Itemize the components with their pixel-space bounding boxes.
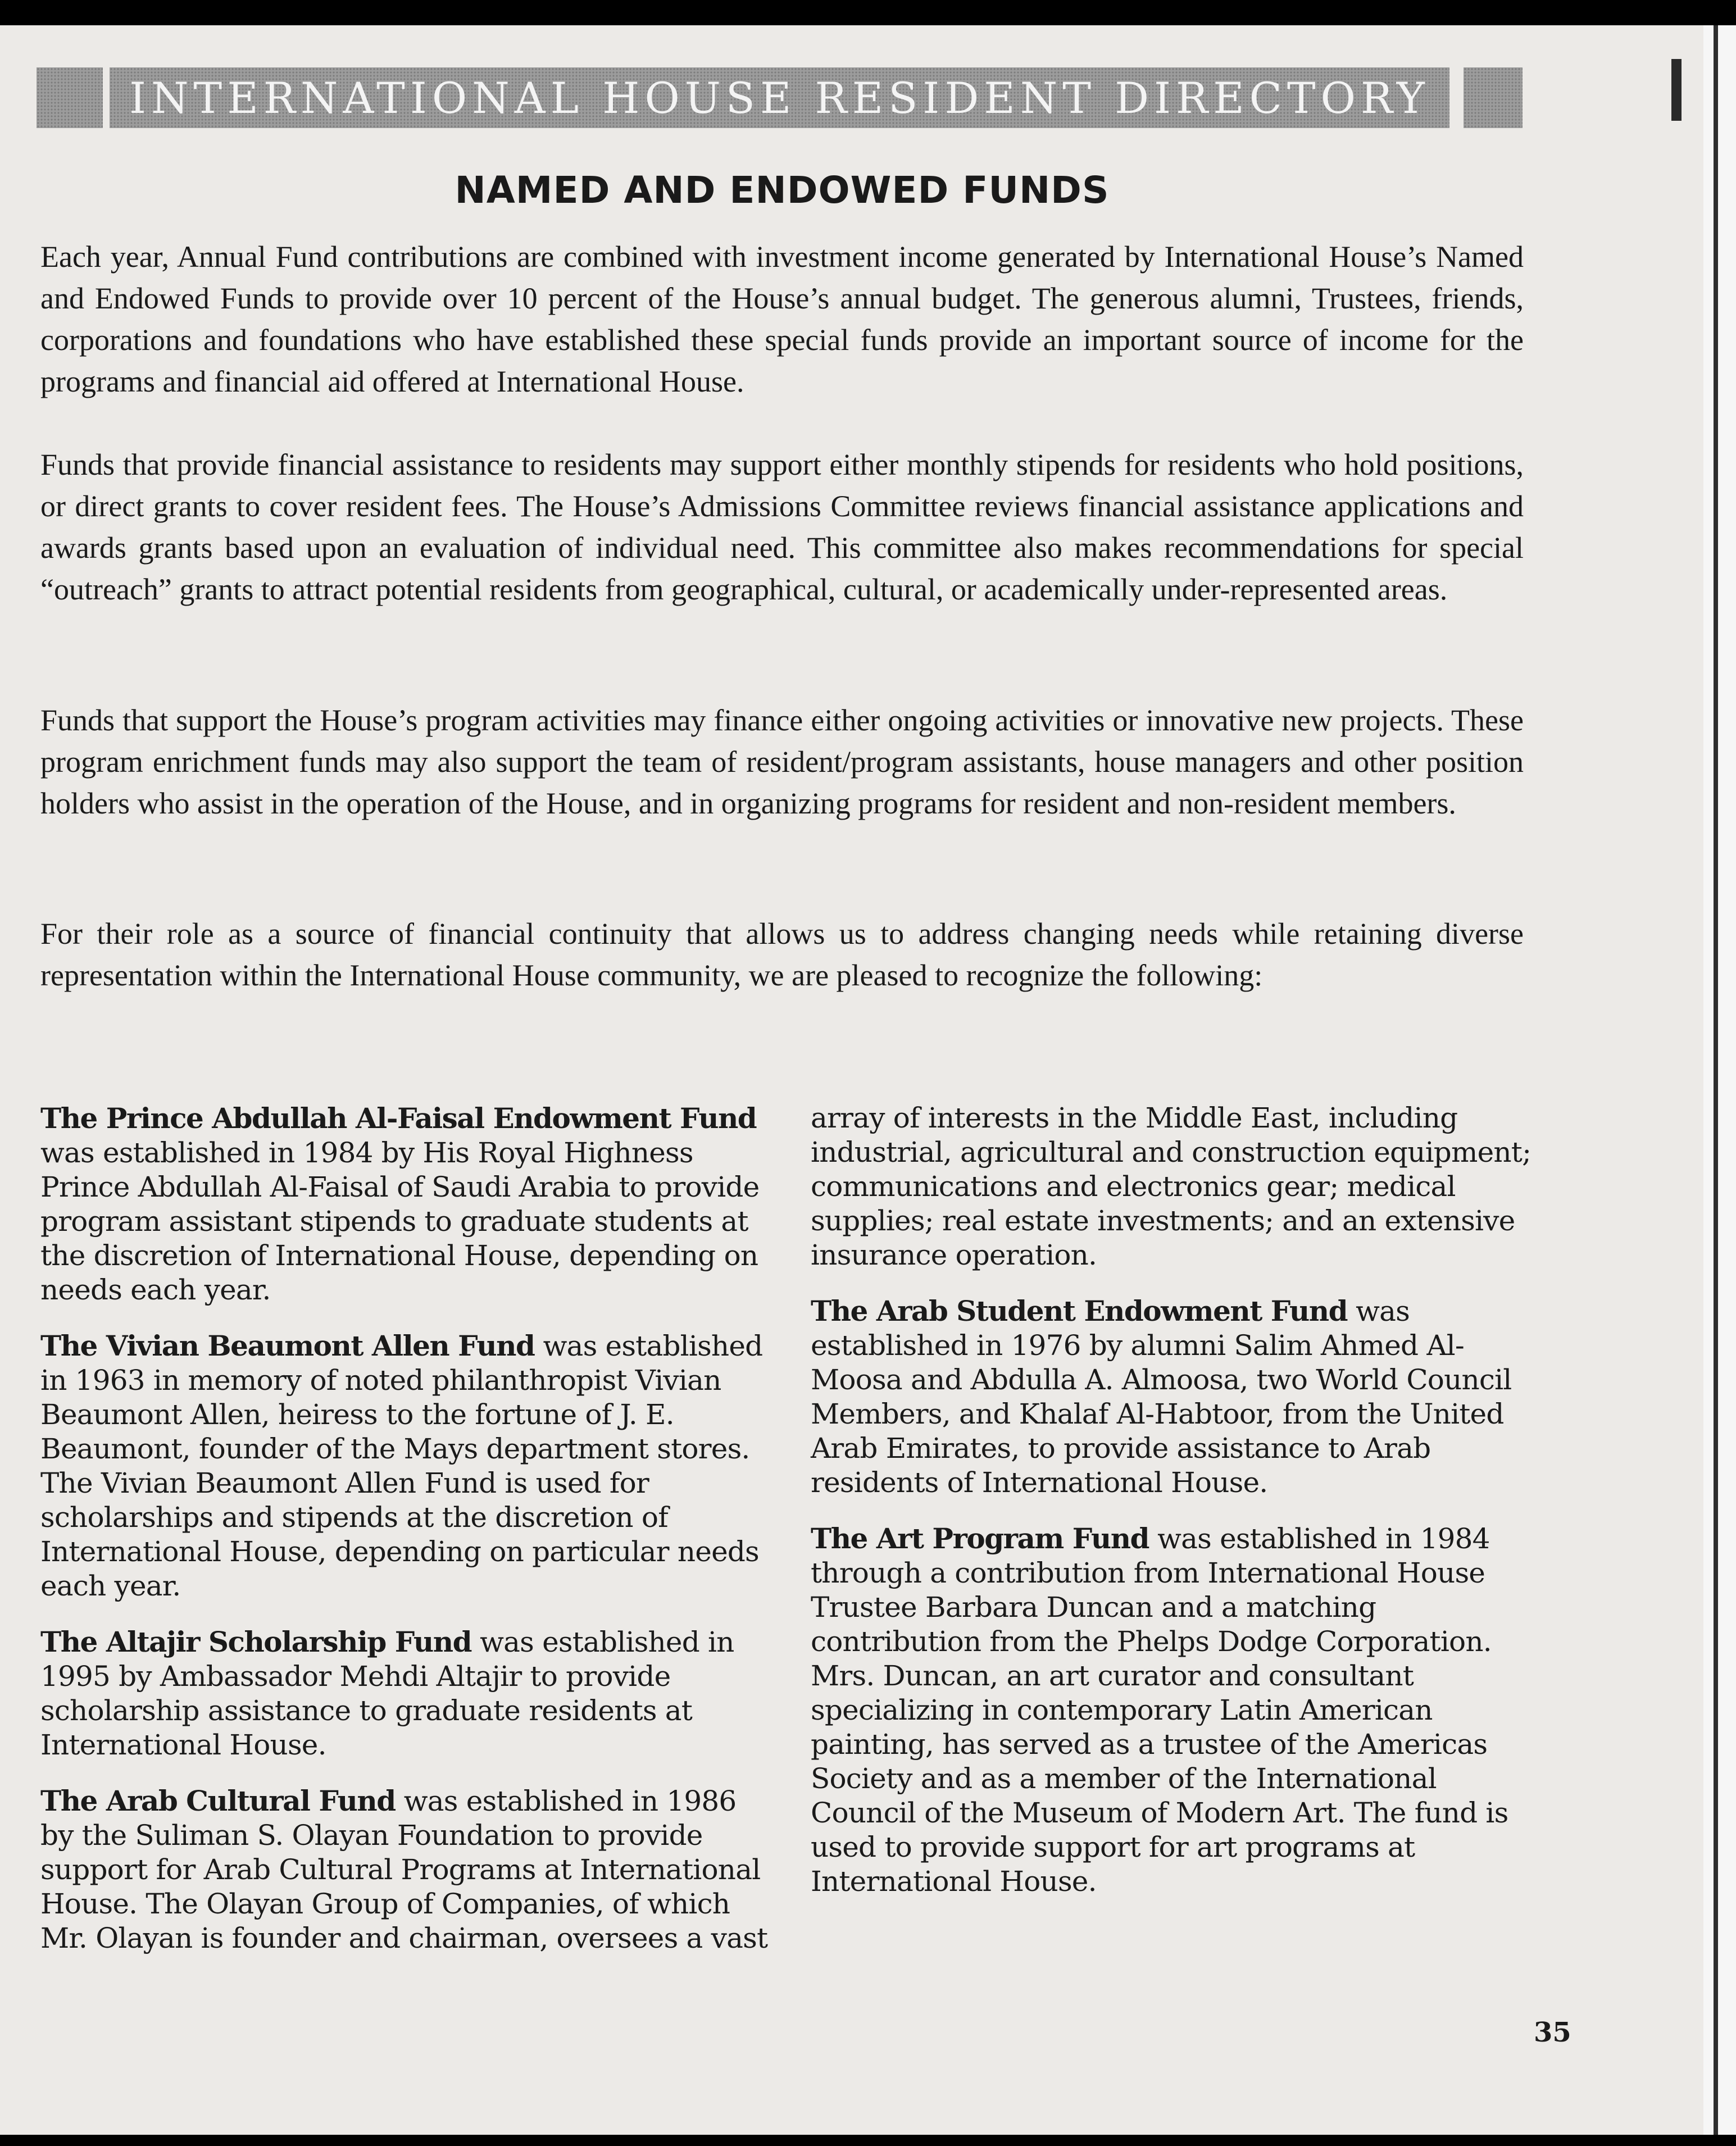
fund-continuation: array of interests in the Middle East, including industrial, agricultural and construction equipment; communications and electronics gear; medical supplies; real estate investments; and an extensive insurance operation. <box>811 1102 1532 1271</box>
fund-entry <box>40 1625 771 1762</box>
edge-tab-marker <box>1671 59 1682 121</box>
fund-description: was established in 1976 by alumni Salim Ahmed Al-Moosa and Abdulla A. Almoosa, two World Council Members, and Khalaf Al-Habtoor, from the United Arab Emirates, to provide assistance to Arab residents of International House. <box>811 1295 1512 1499</box>
section-title: NAMED AND ENDOWED FUNDS <box>455 169 1110 212</box>
intro-paragraph: Each year, Annual Fund contributions are combined with investment income generated by International House’s Named and Endowed Funds to provide over 10 percent of the House’s annual budget. The generous alumni, Trustees, friends, corporations and foundations who have established these special funds provide an important source of income for the programs and financial aid offered at International House. <box>40 240 1524 398</box>
header-title: INTERNATIONAL HOUSE RESIDENT DIRECTORY <box>129 72 1430 123</box>
page-number: 35 <box>1534 2017 1571 2048</box>
intro-paragraph: Funds that provide financial assistance to residents may support either monthly stipends for residents who hold positions, or direct grants to cover resident fees. The House’s Admissions Committee reviews financial assistance applications and awards grants based upon an evaluation of individual need. This committee also makes recommendations for special “outreach” grants to attract potential residents from geographical, cultural, or academically under-represented areas. <box>40 448 1524 606</box>
fund-name: The Vivian Beaumont Allen Fund <box>40 1329 535 1362</box>
fund-entry <box>811 1294 1541 1500</box>
right-column <box>811 1101 1541 1920</box>
header-band-right <box>1464 67 1523 128</box>
fund-name: The Altajir Scholarship Fund <box>40 1625 472 1658</box>
page-edge <box>1703 25 1736 2135</box>
fund-description: was established in 1984 by His Royal Highness Prince Abdullah Al-Faisal of Saudi Arabia to provide program assistant stipends to graduate students at the discretion of International House, depending on needs each year. <box>40 1136 760 1306</box>
fund-name: The Arab Cultural Fund <box>40 1784 396 1817</box>
page-border <box>1714 25 1718 2135</box>
fund-description: was established in 1984 through a contribution from International House Trustee Barbara Duncan and a matching contribution from the Phelps Dodge Corporation. Mrs. Duncan, an art curator and consultant specializing in contemporary Latin American painting, has served as a trustee of the Americas Society and as a member of the International Council of the Museum of Modern Art. The fund is used to provide support for art programs at International House. <box>811 1522 1508 1898</box>
fund-description: was established in 1963 in memory of noted philanthropist Vivian Beaumont Allen, heiress to the fortune of J. E. Beaumont, founder of the Mays department stores. The Vivian Beaumont Allen Fund is used for scholarships and stipends at the discretion of International House, depending on particular needs each year. <box>40 1330 763 1602</box>
fund-description: was established in 1995 by Ambassador Mehdi Altajir to provide scholarship assistance to graduate residents at International House. <box>40 1626 734 1761</box>
fund-description: was established in 1986 by the Suliman S. Olayan Foundation to provide support for Arab Cultural Programs at International House. The Olayan Group of Companies, of which Mr. Olayan is founder and chairman, oversees a vast <box>40 1785 768 1954</box>
intro-paragraph: Funds that support the House’s program activities may finance either ongoing activities or innovative new projects. These program enrichment funds may also support the team of resident/program assistants, house managers and other position holders who assist in the operation of the House, and in organizing programs for resident and non-resident members. <box>40 703 1524 820</box>
fund-entry <box>811 1521 1541 1899</box>
fund-name: The Arab Student Endowment Fund <box>811 1294 1348 1327</box>
fund-entry <box>40 1329 771 1603</box>
fund-name: The Art Program Fund <box>811 1522 1149 1555</box>
fund-entry <box>40 1784 771 1956</box>
fund-entry <box>40 1101 771 1307</box>
left-column <box>40 1101 771 1977</box>
fund-name: The Prince Abdullah Al-Faisal Endowment Fund <box>40 1102 757 1135</box>
header-band-left <box>37 67 103 128</box>
intro-paragraph: For their role as a source of financial continuity that allows us to address changing needs while retaining diverse representation within the International House community, we are pleased to recognize the following: <box>40 917 1524 992</box>
